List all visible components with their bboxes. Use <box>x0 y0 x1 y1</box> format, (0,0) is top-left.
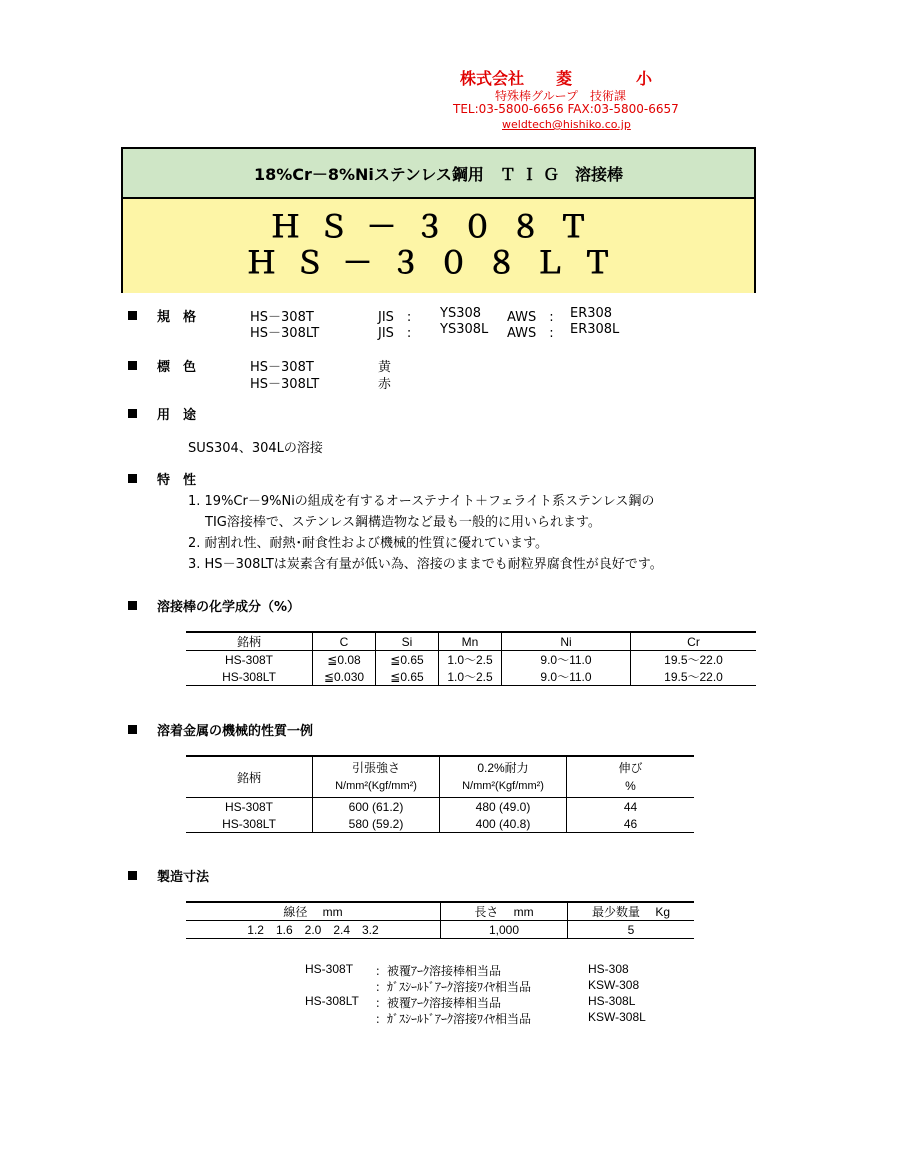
section-spec <box>128 306 196 325</box>
chem-cell: 19.5～22.0 <box>631 651 757 669</box>
chem-cell: ≦0.030 <box>313 668 376 686</box>
usage-text: SUS304、304Lの溶接 <box>188 441 323 456</box>
chem-cell: HS-308LT <box>186 668 313 686</box>
feature-line-2: TIG溶接棒で、ステンレス鋼構造物など最も一般的に用いられます。 <box>205 515 601 530</box>
section-color <box>128 356 196 375</box>
feature-line-1: 1. 19%Cr－9%Niの組成を有するオーステナイト＋フェライト系ステンレス鋼の <box>188 494 655 509</box>
bullet-square-icon <box>128 474 137 483</box>
feature-line-3: 2. 耐割れ性、耐熱･耐食性および機械的性質に優れています。 <box>188 536 548 551</box>
product-names <box>123 199 754 293</box>
mech-header-text: 伸び <box>618 761 643 775</box>
mech-cell: HS-308T <box>224 799 274 814</box>
mech-unit-text: N/mm²(Kgf/mm²) <box>335 780 417 792</box>
spec-row-1-jis: YS308 <box>440 306 482 321</box>
chem-cell: 19.5～22.0 <box>631 668 757 686</box>
mech-table <box>186 755 694 833</box>
size-cell: 5 <box>568 921 695 939</box>
table-row <box>186 798 694 816</box>
bullet-square-icon <box>128 409 137 418</box>
chem-cell: 9.0～11.0 <box>502 651 631 669</box>
section-size <box>128 866 209 885</box>
spec-row-2-name: HS－308LT <box>250 326 320 341</box>
chem-cell: 9.0～11.0 <box>502 668 631 686</box>
chem-header-row <box>186 632 756 651</box>
mech-cell: 44 <box>567 798 695 816</box>
spec-row-1-name: HS－308T <box>250 310 314 325</box>
mech-cell: 600 (61.2) <box>313 798 440 816</box>
mech-cell: HS-308LT <box>186 815 313 833</box>
equiv-1-name: HS-308T <box>305 962 354 976</box>
feature-line-4: 3. HS－308LTは炭素含有量が低い為、溶接のままでも耐粒界腐食性が良好です。 <box>188 557 663 572</box>
table-row <box>186 668 756 686</box>
chem-cell: 1.0～2.5 <box>439 651 502 669</box>
product-1: ＨＳ－３０８Ｔ <box>270 210 607 245</box>
chem-header-cell: Mn <box>439 632 502 651</box>
bullet-square-icon <box>128 725 137 734</box>
chem-cell: ≦0.08 <box>313 651 376 669</box>
table-row <box>186 815 694 833</box>
color-row-2-color: 赤 <box>378 377 392 392</box>
color-row-1-color: 黄 <box>378 360 392 375</box>
color-label: 標 色 <box>157 360 197 375</box>
department: 特殊棒グループ 技術課 <box>495 89 627 103</box>
mech-cell: 400 (40.8) <box>440 815 567 833</box>
section-chem <box>128 596 300 615</box>
chem-header-cell: Ni <box>502 632 631 651</box>
section-features <box>128 469 196 488</box>
spec-label: 規 格 <box>157 310 197 325</box>
bullet-square-icon <box>128 601 137 610</box>
mech-header-text: 0.2%耐力 <box>477 761 529 775</box>
size-header-cell: 線径 mm <box>186 902 441 921</box>
equiv-2-prod: KSW-308 <box>588 978 640 992</box>
mech-header-row <box>186 756 694 798</box>
size-header-cell: 最少数量 Kg <box>568 902 695 921</box>
chem-cell: ≦0.65 <box>376 668 439 686</box>
mech-cell: 46 <box>567 815 695 833</box>
chem-header-cell: Si <box>376 632 439 651</box>
equiv-4-prod: KSW-308L <box>588 1010 646 1024</box>
equiv-2-desc: ：ｶﾞｽｼｰﾙﾄﾞｱｰｸ溶接ﾜｲﾔ相当品 <box>375 980 532 994</box>
mech-unit-text: % <box>625 779 636 793</box>
spec-row-1-jis-label: JIS : <box>378 310 412 325</box>
color-row-1-name: HS－308T <box>250 360 314 375</box>
size-cell: 1.2 1.6 2.0 2.4 3.2 <box>186 921 441 939</box>
spec-row-1-aws: ER308 <box>570 306 613 321</box>
spec-row-2-aws-label: AWS : <box>507 326 554 341</box>
product-2: ＨＳ－３０８ＬＴ <box>246 246 631 281</box>
mech-unit-text: N/mm²(Kgf/mm²) <box>462 780 544 792</box>
mech-header-cell <box>567 756 695 798</box>
company-name: 株式会社 菱 小 <box>460 69 653 88</box>
section-mech <box>128 720 313 739</box>
equiv-1-prod: HS-308 <box>588 962 629 976</box>
bullet-square-icon <box>128 311 137 320</box>
table-row <box>186 921 694 939</box>
mech-header-cell: 銘柄 <box>186 756 313 798</box>
spec-row-1-aws-label: AWS : <box>507 310 554 325</box>
size-header-row <box>186 902 694 921</box>
chem-header-cell: C <box>313 632 376 651</box>
mech-label: 溶着金属の機械的性質一例 <box>157 724 314 739</box>
chem-cell: HS-308T <box>224 652 274 667</box>
mech-header-text: 引張強さ <box>351 761 400 775</box>
spec-row-2-jis-label: JIS : <box>378 326 412 341</box>
table-row <box>186 651 756 669</box>
mech-cell: 580 (59.2) <box>313 815 440 833</box>
size-header-cell: 長さ mm <box>441 902 568 921</box>
subtitle: 18%Cr－8%Niステンレス鋼用 Ｔ Ｉ Ｇ 溶接棒 <box>123 149 754 199</box>
equiv-3-prod: HS-308L <box>588 994 636 1008</box>
equiv-4-desc: ：ｶﾞｽｼｰﾙﾄﾞｱｰｸ溶接ﾜｲﾔ相当品 <box>375 1012 532 1026</box>
chem-header-cell: Cr <box>631 632 757 651</box>
email-link[interactable]: weldtech@hishiko.co.jp <box>502 118 631 131</box>
equiv-3-desc: ：被覆ｱｰｸ溶接棒相当品 <box>375 996 502 1010</box>
section-usage <box>128 404 196 423</box>
bullet-square-icon <box>128 871 137 880</box>
tel-fax: TEL:03-5800-6656 FAX:03-5800-6657 <box>453 102 679 116</box>
chem-label: 溶接棒の化学成分（%） <box>157 600 301 615</box>
spec-row-2-aws: ER308L <box>570 322 620 337</box>
equiv-3-name: HS-308LT <box>305 994 359 1008</box>
chem-cell: ≦0.65 <box>376 651 439 669</box>
size-cell: 1,000 <box>441 921 568 939</box>
mech-header-cell <box>313 756 440 798</box>
equiv-1-desc: ：被覆ｱｰｸ溶接棒相当品 <box>375 964 502 978</box>
usage-label: 用 途 <box>157 408 197 423</box>
mech-header-cell <box>440 756 567 798</box>
spec-row-2-jis: YS308L <box>440 322 489 337</box>
title-box <box>121 147 756 293</box>
size-table <box>186 901 694 939</box>
bullet-square-icon <box>128 361 137 370</box>
features-label: 特 性 <box>157 473 197 488</box>
chem-cell: 1.0～2.5 <box>439 668 502 686</box>
chem-header-cell: 銘柄 <box>186 632 313 651</box>
chem-table <box>186 631 756 686</box>
size-label: 製造寸法 <box>157 870 210 885</box>
mech-cell: 480 (49.0) <box>440 798 567 816</box>
color-row-2-name: HS－308LT <box>250 377 320 392</box>
